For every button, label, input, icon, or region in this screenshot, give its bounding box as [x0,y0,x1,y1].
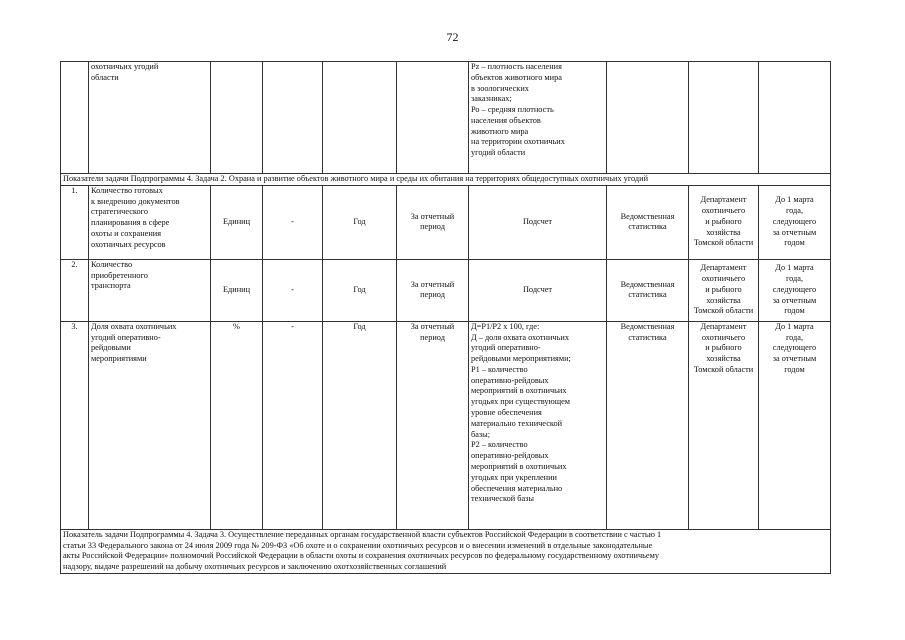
cell-deadline [759,259,831,321]
table-row [61,321,831,529]
cell-dept [689,185,759,259]
dept-line: хозяйства [706,227,741,237]
deadline-line: следующего [772,343,817,353]
report-line: За отчетный [410,211,455,221]
dept-line: Томской области [693,306,754,316]
report-line: период [420,222,445,232]
section-title-line: акты Российской Федерации» полномочий Российской Федерации в области охоты и сохранения охотничьих ресурсов по федеральному государственному охотничьему [63,551,660,561]
report-line: За отчетный [410,321,455,331]
dept-line: Департамент [700,263,747,273]
cell-unit: % [211,321,263,529]
deadline-line: следующего [772,284,817,294]
section-title [61,529,831,573]
deadline-line: за отчетным [772,295,817,305]
cell-unit: Единиц [211,185,263,259]
name-line: планирования в сфере [91,218,170,228]
method-line: населения объектов [471,115,541,125]
section-header-task-3 [61,529,831,573]
cell-source [607,185,689,259]
method-line: Pz – плотность населения [471,62,562,71]
cell-num: 1. [61,185,89,259]
cell-source [607,259,689,321]
cell-unit: Единиц [211,259,263,321]
method-line: Р2 – количество [471,440,528,450]
dept-line: Томской области [693,238,754,248]
method-line: объектов животного мира [471,72,562,82]
indicators-table [60,61,831,574]
name-line: транспорта [91,281,131,291]
deadline-line: годом [784,364,805,374]
name-line: стратегического [91,207,149,217]
dept-line: охотничьего [701,332,746,342]
source-line: статистика [628,290,667,300]
cell-method [469,185,607,259]
method-line: заказниках; [471,94,512,104]
dept-line: Департамент [700,195,747,205]
cell-dept [689,321,759,529]
report-line: период [420,290,445,300]
dept-line: и рыбного [705,284,742,294]
cell-period [323,62,397,174]
cell-method [469,321,607,529]
cell-name [89,321,211,529]
source-line: Ведомственная [620,279,675,289]
report-line: За отчетный [410,279,455,289]
dept-line: и рыбного [705,343,742,353]
dept-line: хозяйства [706,354,741,364]
source-line: Ведомственная [620,211,675,221]
deadline-line: года, [785,274,804,284]
cell-period: Год [323,185,397,259]
name-line: охоты и сохранения [91,228,162,238]
method-line: материально технической [471,418,563,428]
method-line: Подсчет [522,216,553,226]
method-line: животного мира [471,126,529,136]
method-line: оперативно-рейдовых [471,451,549,461]
method-line: на территории охотничьих [471,137,565,147]
name-line: рейдовыми [91,343,131,353]
method-line: угодий области [471,148,526,158]
method-line: мероприятий в охотничьих [471,461,567,471]
dept-line: охотничьего [701,206,746,216]
method-line: угодьях при существующем [471,397,571,407]
table-row [61,185,831,259]
cell-deadline [759,321,831,529]
table-row [61,259,831,321]
method-line: оперативно-рейдовых [471,375,549,385]
method-line: Д – доля охвата охотничьих [471,332,569,342]
cell-report [397,185,469,259]
deadline-line: года, [785,206,804,216]
method-line: уровне обеспечения [471,408,542,418]
deadline-line: следующего [772,216,817,226]
dept-line: хозяйства [706,295,741,305]
section-title: Показатели задачи Подпрограммы 4. Задача 2. Охрана и развитие объектов животного мира и среды их обитания на территориях общедоступных охотничьих угодий [61,174,831,186]
deadline-line: за отчетным [772,227,817,237]
deadline-line: года, [785,332,804,342]
cell-period: Год [323,259,397,321]
cell-unit [211,62,263,174]
method-line: рейдовыми мероприятиями; [471,354,571,364]
deadline-line: годом [784,238,805,248]
name-line: к внедрению документов [91,196,180,206]
method-line: Р1 – количество [471,364,528,374]
method-line: угодий оперативно- [471,343,541,353]
source-line: Ведомственная [620,321,675,331]
method-line: угодьях при укреплении [471,472,557,482]
name-line: Доля охвата охотничьих [91,321,177,331]
cell-method [469,62,607,174]
cell-dash: - [263,185,323,259]
name-line: охотничьих ресурсов [91,239,166,249]
method-line: Подсчет [522,284,553,294]
method-line: технической базы [471,494,535,504]
name-line: области [91,72,119,82]
cell-dash [263,62,323,174]
cell-report [397,259,469,321]
name-line: угодий оперативно- [91,332,161,342]
deadline-line: годом [784,306,805,316]
name-line: Количество [91,259,133,269]
source-line: статистика [628,332,667,342]
dept-line: охотничьего [701,274,746,284]
name-line: Количество готовых [91,185,163,195]
cell-dash: - [263,321,323,529]
cell-period: Год [323,321,397,529]
cell-method [469,259,607,321]
cell-source [607,62,689,174]
name-line: мероприятиями [91,354,147,364]
deadline-line: До 1 марта [775,263,814,273]
cell-deadline [759,62,831,174]
deadline-line: До 1 марта [775,195,814,205]
dept-line: Томской области [693,364,754,374]
cell-num: 3. [61,321,89,529]
cell-num [61,62,89,174]
name-line: приобретенного [91,270,148,280]
cell-report [397,321,469,529]
report-line: период [420,332,445,342]
page-number: 72 [446,30,459,44]
cell-dept [689,259,759,321]
section-title-line: надзору, выдаче разрешений на добычу охотничьих ресурсов и заключению охотхозяйственных соглашений [63,562,447,572]
source-line: статистика [628,222,667,232]
method-line: в зоологических [471,83,529,93]
section-title-line: Показатель задачи Подпрограммы 4. Задача 3. Осуществление переданных органам государственной власти субъектов Российской Федерации в соответствии с частью 1 [63,529,662,539]
cell-report [397,62,469,174]
cell-dash: - [263,259,323,321]
cell-dept [689,62,759,174]
deadline-line: До 1 марта [775,321,814,331]
method-line: обеспечения материально [471,483,563,493]
section-title-line: статьи 33 Федерального закона от 24 июля 2009 года № 209-ФЗ «Об охоте и о сохранении охотничьих ресурсов и о внесении изменений в отдельные законодательные [63,540,653,550]
section-header-task-2 [61,174,831,186]
method-line: Д=Р1/Р2 х 100, где: [471,321,540,331]
name-line: охотничьих угодий [91,62,159,71]
deadline-line: за отчетным [772,354,817,364]
method-line: Ро – средняя плотность [471,105,554,115]
method-line: мероприятий в охотничьих [471,386,567,396]
dept-line: и рыбного [705,216,742,226]
cell-name [89,185,211,259]
cell-deadline [759,185,831,259]
cell-name [89,62,211,174]
cell-name [89,259,211,321]
cell-source [607,321,689,529]
dept-line: Департамент [700,321,747,331]
cell-num: 2. [61,259,89,321]
method-line: базы; [471,429,491,439]
table-row-continuation [61,62,831,174]
